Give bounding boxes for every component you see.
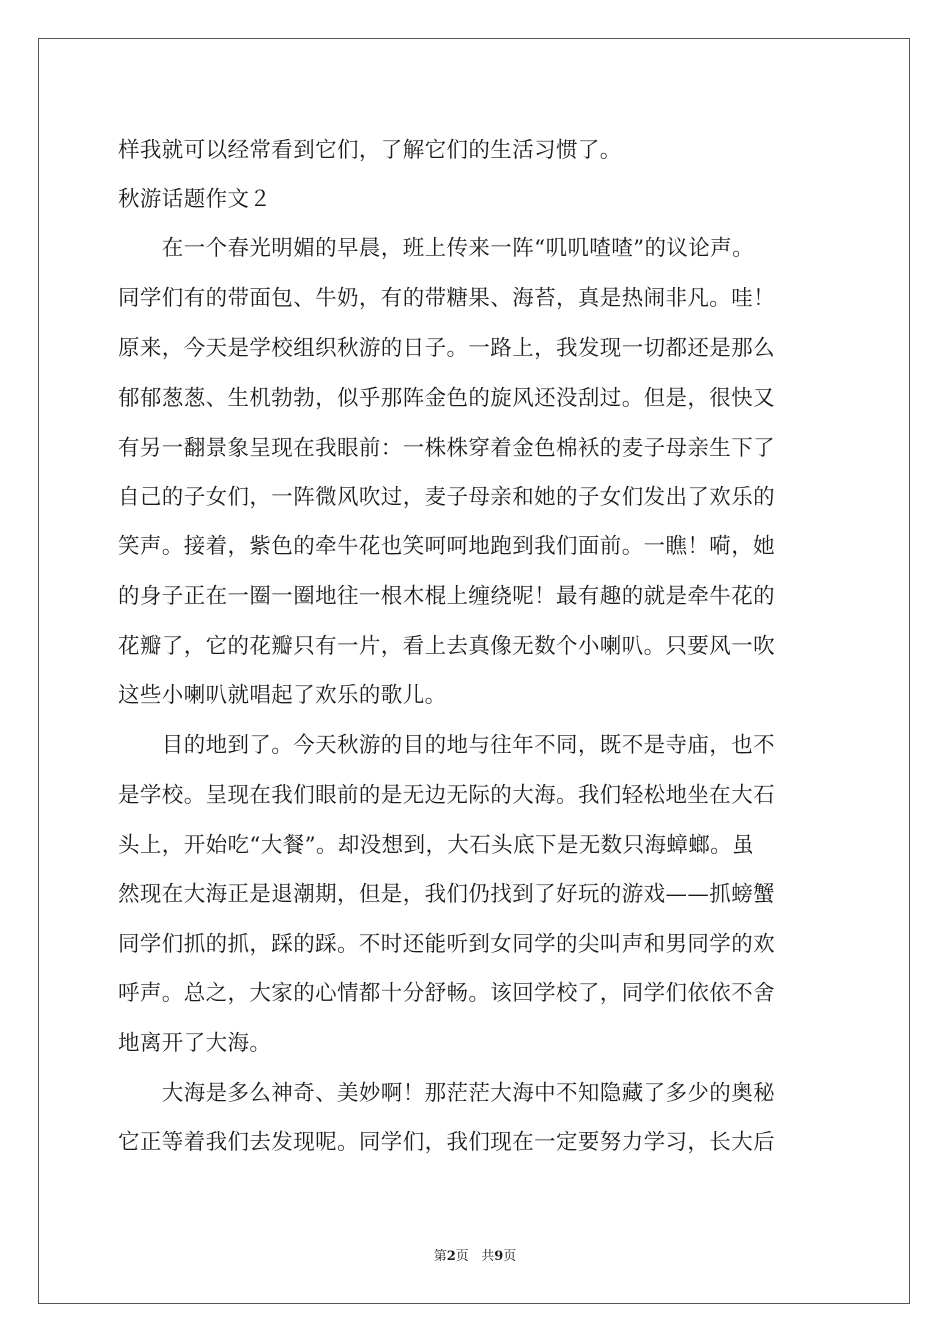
text-line: 的身子正在一圈一圈地往一根木棍上缠绕呢！最有趣的就是牵牛花的 [118,584,776,609]
page-number: 2 [446,1249,456,1264]
text-line: 目的地到了。今天秋游的目的地与往年不同，既不是寺庙，也不 [118,733,776,758]
text-line: 在一个春光明媚的早晨，班上传来一阵“叽叽喳喳”的议论声。 [118,236,754,261]
text-line: 同学们有的带面包、牛奶，有的带糖果、海苔，真是热闹非凡。哇！ [118,286,776,311]
section-title: 秋游话题作文２ [118,187,272,212]
text-line: 花瓣了，它的花瓣只有一片，看上去真像无数个小喇叭。只要风一吹 [118,634,776,659]
text-line: 样我就可以经常看到它们，了解它们的生活习惯了。 [118,138,622,163]
total-unit: 页 [503,1249,517,1264]
text-line: 地离开了大海。 [118,1031,272,1056]
text-line: 有另一翻景象呈现在我眼前：一株株穿着金色棉袄的麦子母亲生下了 [118,436,776,461]
text-line: 笑声。接着，紫色的牵牛花也笑呵呵地跑到我们面前。一瞧！嗬，她 [118,534,776,559]
text-line: 它正等着我们去发现呢。同学们，我们现在一定要努力学习，长大后 [118,1130,776,1155]
total-pages: 9 [494,1249,504,1264]
text-line: 头上，开始吃“大餐”。却没想到，大石头底下是无数只海蟑螂。虽 [118,833,754,858]
text-line: 同学们抓的抓，踩的踩。不时还能听到女同学的尖叫声和男同学的欢 [118,932,776,957]
text-line: 这些小喇叭就唱起了欢乐的歌儿。 [118,683,447,708]
total-prefix: 共 [481,1249,495,1264]
text-line: 是学校。呈现在我们眼前的是无边无际的大海。我们轻松地坐在大石 [118,783,776,808]
text-line: 然现在大海正是退潮期，但是，我们仍找到了好玩的游戏——抓螃蟹 [118,882,776,907]
text-line: 呼声。总之，大家的心情都十分舒畅。该回学校了，同学们依依不舍 [118,981,776,1006]
page-prefix: 第 [433,1249,447,1264]
text-line: 原来，今天是学校组织秋游的日子。一路上，我发现一切都还是那么 [118,336,776,361]
text-line: 自己的子女们，一阵微风吹过，麦子母亲和她的子女们发出了欢乐的 [118,485,776,510]
page-border [38,38,910,1304]
text-line: 大海是多么神奇、美妙啊！那茫茫大海中不知隐藏了多少的奥秘 [118,1081,776,1106]
page-footer [0,1248,950,1266]
text-line: 郁郁葱葱、生机勃勃，似乎那阵金色的旋风还没刮过。但是，很快又 [118,386,776,411]
page-unit: 页 [455,1249,469,1264]
